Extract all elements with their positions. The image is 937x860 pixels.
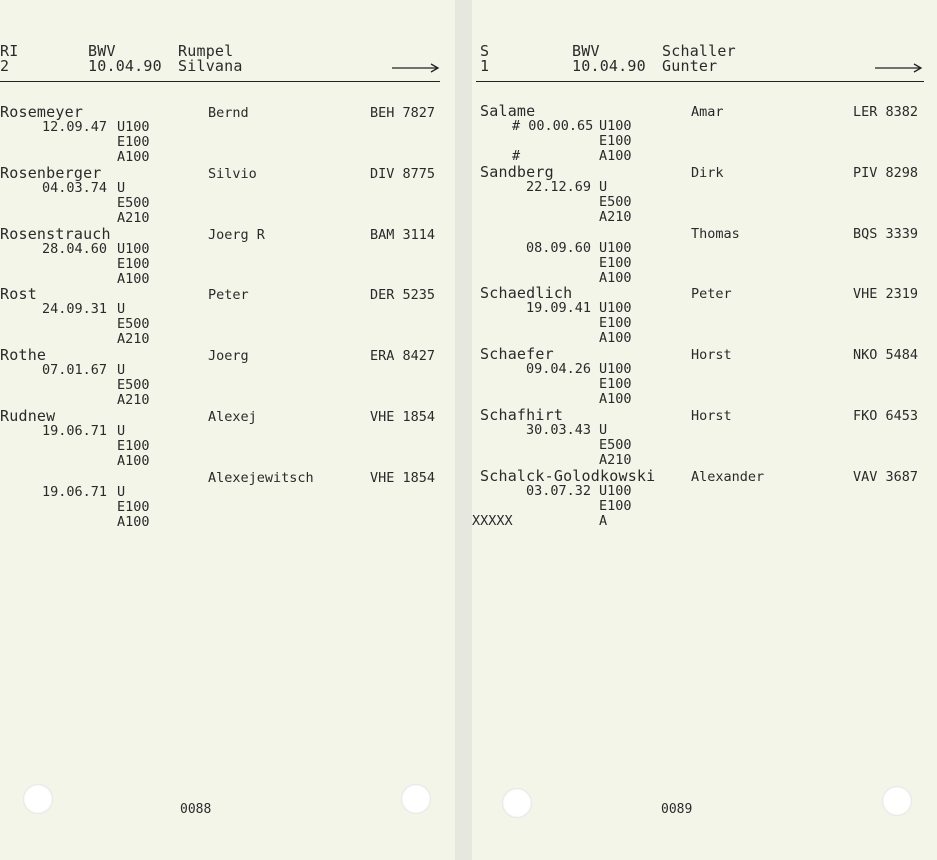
entry-code: DIV 8775 xyxy=(370,166,436,182)
entry-mark: A xyxy=(599,513,608,529)
header-subcode: 1 xyxy=(480,57,490,75)
entry-mark: U xyxy=(117,301,126,317)
page-number: 0089 xyxy=(661,802,693,817)
entry-firstname: Joerg R xyxy=(208,227,265,243)
entry-mark: E100 xyxy=(117,256,150,272)
punch-hole xyxy=(401,784,431,814)
entry-mark: U xyxy=(599,179,608,195)
punch-hole xyxy=(23,784,53,814)
entry-surname: Rosenstrauch xyxy=(0,225,111,243)
entry-mark: U100 xyxy=(599,300,632,316)
header-surname: Schaller xyxy=(662,42,736,60)
entry-mark: E100 xyxy=(117,134,150,150)
index-card-left xyxy=(0,0,455,860)
entry-birthdate: 22.12.69 xyxy=(526,179,592,195)
header-firstname: Gunter xyxy=(662,57,718,75)
entry-birthdate: 12.09.47 xyxy=(42,119,108,135)
entry-code: VHE 2319 xyxy=(853,286,919,302)
entry-mark: U100 xyxy=(117,119,150,135)
entry-firstname: Horst xyxy=(691,408,732,424)
entry-birthdate: 19.06.71 xyxy=(42,423,108,439)
entry-mark: A100 xyxy=(117,149,150,165)
entry-birthdate: 03.07.32 xyxy=(526,483,592,499)
entry-mark: E100 xyxy=(117,499,150,515)
entry-mark: A210 xyxy=(599,452,632,468)
entry-mark: E100 xyxy=(599,133,632,149)
entry-code: VHE 1854 xyxy=(370,470,436,486)
header-firstname: Silvana xyxy=(178,57,243,75)
entry-firstname: Alexejewitsch xyxy=(208,470,314,486)
header-date: 10.04.90 xyxy=(88,57,162,75)
entry-mark: U100 xyxy=(599,118,632,134)
entry-mark: E100 xyxy=(599,255,632,271)
entry-mark: A100 xyxy=(117,453,150,469)
entry-mark: A100 xyxy=(117,514,150,530)
entry-mark: A100 xyxy=(599,330,632,346)
arrow-right-icon xyxy=(392,60,440,74)
entry-mark: A100 xyxy=(117,271,150,287)
entry-mark: A100 xyxy=(599,270,632,286)
entry-mark: U xyxy=(117,180,126,196)
entry-mark: U100 xyxy=(599,361,632,377)
entry-code: DER 5235 xyxy=(370,287,436,303)
entry-surname: Rosenberger xyxy=(0,164,102,182)
entry-firstname: Amar xyxy=(691,104,724,120)
page-number: 0088 xyxy=(180,802,212,817)
entry-firstname: Peter xyxy=(208,287,249,303)
entry-mark: E100 xyxy=(599,376,632,392)
entry-code: FKO 6453 xyxy=(853,408,919,424)
entry-code: LER 8382 xyxy=(853,104,919,120)
entry-mark: U100 xyxy=(599,240,632,256)
entry-surname: Rost xyxy=(0,285,37,303)
entry-mark: U xyxy=(599,422,608,438)
entry-birthdate: 28.04.60 xyxy=(42,241,108,257)
entry-birthdate: 30.03.43 xyxy=(526,422,592,438)
entry-code: VHE 1854 xyxy=(370,409,436,425)
entry-birthdate: 19.06.71 xyxy=(42,484,108,500)
entry-surname: Salame xyxy=(480,102,536,120)
entry-firstname: Horst xyxy=(691,347,732,363)
entry-code: VAV 3687 xyxy=(853,469,919,485)
entry-birthdate: 08.09.60 xyxy=(526,240,592,256)
entry-firstname: Joerg xyxy=(208,348,249,364)
entry-birthdate: 09.04.26 xyxy=(526,361,592,377)
entry-code: BQS 3339 xyxy=(853,226,919,242)
entry-birthdate: 07.01.67 xyxy=(42,362,108,378)
entry-code: BAM 3114 xyxy=(370,227,436,243)
entry-redaction-mark: XXXXX xyxy=(472,513,513,529)
entry-mark: E100 xyxy=(599,315,632,331)
entry-firstname: Dirk xyxy=(691,165,724,181)
entry-mark: E500 xyxy=(117,316,150,332)
entry-surname: Rudnew xyxy=(0,407,56,425)
entry-birthdate: # 00.00.65 xyxy=(512,118,594,134)
entry-mark: A210 xyxy=(117,210,150,226)
entry-firstname: Silvio xyxy=(208,166,257,182)
entry-firstname: Peter xyxy=(691,286,732,302)
entry-surname: Rosemeyer xyxy=(0,103,84,121)
entry-surname: Schaefer xyxy=(480,345,554,363)
entry-birthdate: 19.09.41 xyxy=(526,300,592,316)
entry-mark: A100 xyxy=(599,148,632,164)
entry-surname: Schafhirt xyxy=(480,406,564,424)
entry-mark: U100 xyxy=(599,483,632,499)
entry-flag-mark: # xyxy=(512,148,521,164)
entry-firstname: Bernd xyxy=(208,105,249,121)
entry-mark: E500 xyxy=(599,437,632,453)
header-code: RI xyxy=(0,42,19,60)
header-rule xyxy=(0,81,440,82)
header-date: 10.04.90 xyxy=(572,57,646,75)
entry-mark: U xyxy=(117,423,126,439)
entry-mark: U xyxy=(117,484,126,500)
entry-birthdate: 24.09.31 xyxy=(42,301,108,317)
entry-code: ERA 8427 xyxy=(370,348,436,364)
entry-surname: Schaedlich xyxy=(480,284,573,302)
entry-surname: Schalck-Golodkowski xyxy=(480,467,656,485)
entry-code: PIV 8298 xyxy=(853,165,919,181)
entry-mark: A210 xyxy=(117,331,150,347)
entry-mark: A100 xyxy=(599,391,632,407)
entry-code: BEH 7827 xyxy=(370,105,436,121)
entry-mark: E500 xyxy=(117,377,150,393)
header-office: BWV xyxy=(572,42,600,60)
entry-mark: E100 xyxy=(599,498,632,514)
punch-hole xyxy=(502,788,532,818)
punch-hole xyxy=(882,786,912,816)
entry-surname: Sandberg xyxy=(480,163,554,181)
entry-mark: E500 xyxy=(117,195,150,211)
entry-birthdate: 04.03.74 xyxy=(42,180,108,196)
entry-surname: Rothe xyxy=(0,346,47,364)
header-office: BWV xyxy=(88,42,116,60)
entry-mark: A210 xyxy=(599,209,632,225)
header-rule xyxy=(476,81,924,82)
entry-firstname: Alexander xyxy=(691,469,765,485)
entry-code: NKO 5484 xyxy=(853,347,919,363)
header-subcode: 2 xyxy=(0,57,10,75)
header-surname: Rumpel xyxy=(178,42,234,60)
entry-mark: E500 xyxy=(599,194,632,210)
header-code: S xyxy=(480,42,490,60)
entry-mark: U xyxy=(117,362,126,378)
arrow-right-icon xyxy=(875,60,923,74)
entry-firstname: Thomas xyxy=(691,226,740,242)
entry-mark: U100 xyxy=(117,241,150,257)
card-gap xyxy=(455,0,472,860)
entry-firstname: Alexej xyxy=(208,409,257,425)
entry-mark: E100 xyxy=(117,438,150,454)
index-card-right xyxy=(472,0,937,860)
entry-mark: A210 xyxy=(117,392,150,408)
